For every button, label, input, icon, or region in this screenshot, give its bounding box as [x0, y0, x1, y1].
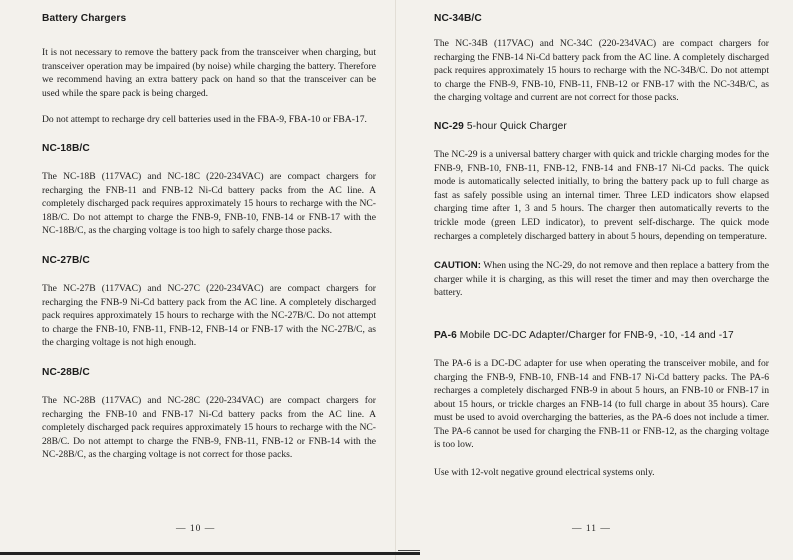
- pa-6-subtitle: Mobile DC-DC Adapter/Charger for FNB-9, -10, -14 and -17: [456, 329, 734, 341]
- bottom-border-rule: [0, 552, 420, 555]
- page-number-11: — 11 —: [572, 524, 611, 534]
- nc-27bc-description: The NC-27B (117VAC) and NC-27C (220-234VAC) are compact chargers for recharging the FNB-9 Ni-Cd battery pack from the AC line. A completely discharged pack requires approximately 15 hours to recharge with the NC-27B/C. Do not attempt to charge the FNB-10, FNB-11, FNB-12, FNB-14 or FNB-17 with the NC-27B/C, as the charging voltage is not high enough.: [42, 282, 376, 349]
- right-page: [396, 0, 793, 560]
- heading-nc-28bc: NC-28B/C: [42, 366, 90, 378]
- heading-nc-29: [434, 121, 769, 132]
- nc-29-model: NC-29: [434, 120, 464, 132]
- section-title-battery-chargers: Battery Chargers: [42, 13, 127, 24]
- pa-6-description: The PA-6 is a DC-DC adapter for use when operating the transceiver mobile, and for charging the FNB-9, FNB-10, FNB-14 and FNB-17 Ni-Cd battery packs. The PA-6 recharges a completely discharged FNB-9 in about 5 hours, an FNB-10 or FNB-17 in about 15 hours, or trickle charges an FNB-14 (to full charge in about 35 hours). Care must be used to avoid overcharging the batteries, as the PA-6 does not include a timer. The PA-6 cannot be used for charging the FNB-11 or FNB-12, as the charging voltage is too low.: [434, 357, 769, 451]
- caution-text: When using the NC-29, do not remove and then replace a battery from the charger while it is charging, as this will reset the timer and may then overcharge the battery.: [434, 260, 769, 299]
- bottom-border-tip: [398, 550, 420, 551]
- pa-6-usage-note: Use with 12-volt negative ground electrical systems only.: [434, 467, 655, 479]
- nc-18bc-description: The NC-18B (117VAC) and NC-18C (220-234VAC) are compact chargers for recharging the FNB-11 and FNB-12 Ni-Cd battery packs from the AC line. A completely discharged pack requires approximately 15 hours to recharge with the NC-18B/C. Do not attempt to charge the FNB-9, FNB-10, FNB-14 or FNB-17 with the NC-18B/C, as the charging voltage is too high to safely charge those packs.: [42, 170, 376, 237]
- nc-29-description: The NC-29 is a universal battery charger with quick and trickle charging modes for the FNB-9, FNB-10, FNB-11, FNB-12, FNB-14 and FNB-17 Ni-Cd packs. The quick mode is automatically selected initially, to bring the battery pack up to full charge as fast as safely possible using an internal timer. Three LED indicators show elapsed charging time after 1, 3 and 5 hours. The charger then automatically reverts to the trickle mode (green LED indicator), to prevent self-discharge. The quick mode recharges a completely discharged battery in about 5 hours, depending on temperature.: [434, 148, 769, 242]
- nc-34bc-description: The NC-34B (117VAC) and NC-34C (220-234VAC) are compact chargers for recharging the FNB-14 Ni-Cd battery pack from the AC line. A completely discharged pack requires approximately 15 hours to recharge with the NC-34B/C. Do not attempt to charge the FNB-9, FNB-10, FNB-11, FNB-12 or FNB-17 with the NC-34B/C, as the charging voltage and current are not correct for those packs.: [434, 38, 769, 104]
- pa-6-model: PA-6: [434, 329, 457, 341]
- heading-nc-27bc: NC-27B/C: [42, 254, 90, 266]
- caution-label: CAUTION:: [434, 260, 481, 272]
- left-page: [0, 0, 396, 560]
- heading-nc-18bc: NC-18B/C: [42, 142, 90, 154]
- page-number-10: — 10 —: [176, 524, 216, 534]
- heading-nc-34bc: NC-34B/C: [434, 13, 482, 24]
- nc-29-subtitle: 5-hour Quick Charger: [463, 120, 567, 132]
- dry-cell-warning: Do not attempt to recharge dry cell batteries used in the FBA-9, FBA-10 or FBA-17.: [42, 114, 367, 126]
- nc-28bc-description: The NC-28B (117VAC) and NC-28C (220-234VAC) are compact chargers for recharging the FNB-10 and FNB-17 Ni-Cd battery packs from the AC line. A completely discharged pack requires approximately 15 hours to recharge with the NC-28B/C. Do not attempt to charge the FNB-9, FNB-11, FNB-12 or FNB-14 with the NC-28B/C, as the charging voltage is not correct for those packs.: [42, 394, 376, 461]
- caution-note: [434, 259, 769, 300]
- intro-paragraph: It is not necessary to remove the battery pack from the transceiver when charging, but transceiver operation may be impaired (by noise) while charging the battery. Therefore we recommend having an extra battery pack on hand so that the transceiver can be used while the spare pack is being charged.: [42, 47, 376, 99]
- heading-pa-6: [434, 330, 769, 341]
